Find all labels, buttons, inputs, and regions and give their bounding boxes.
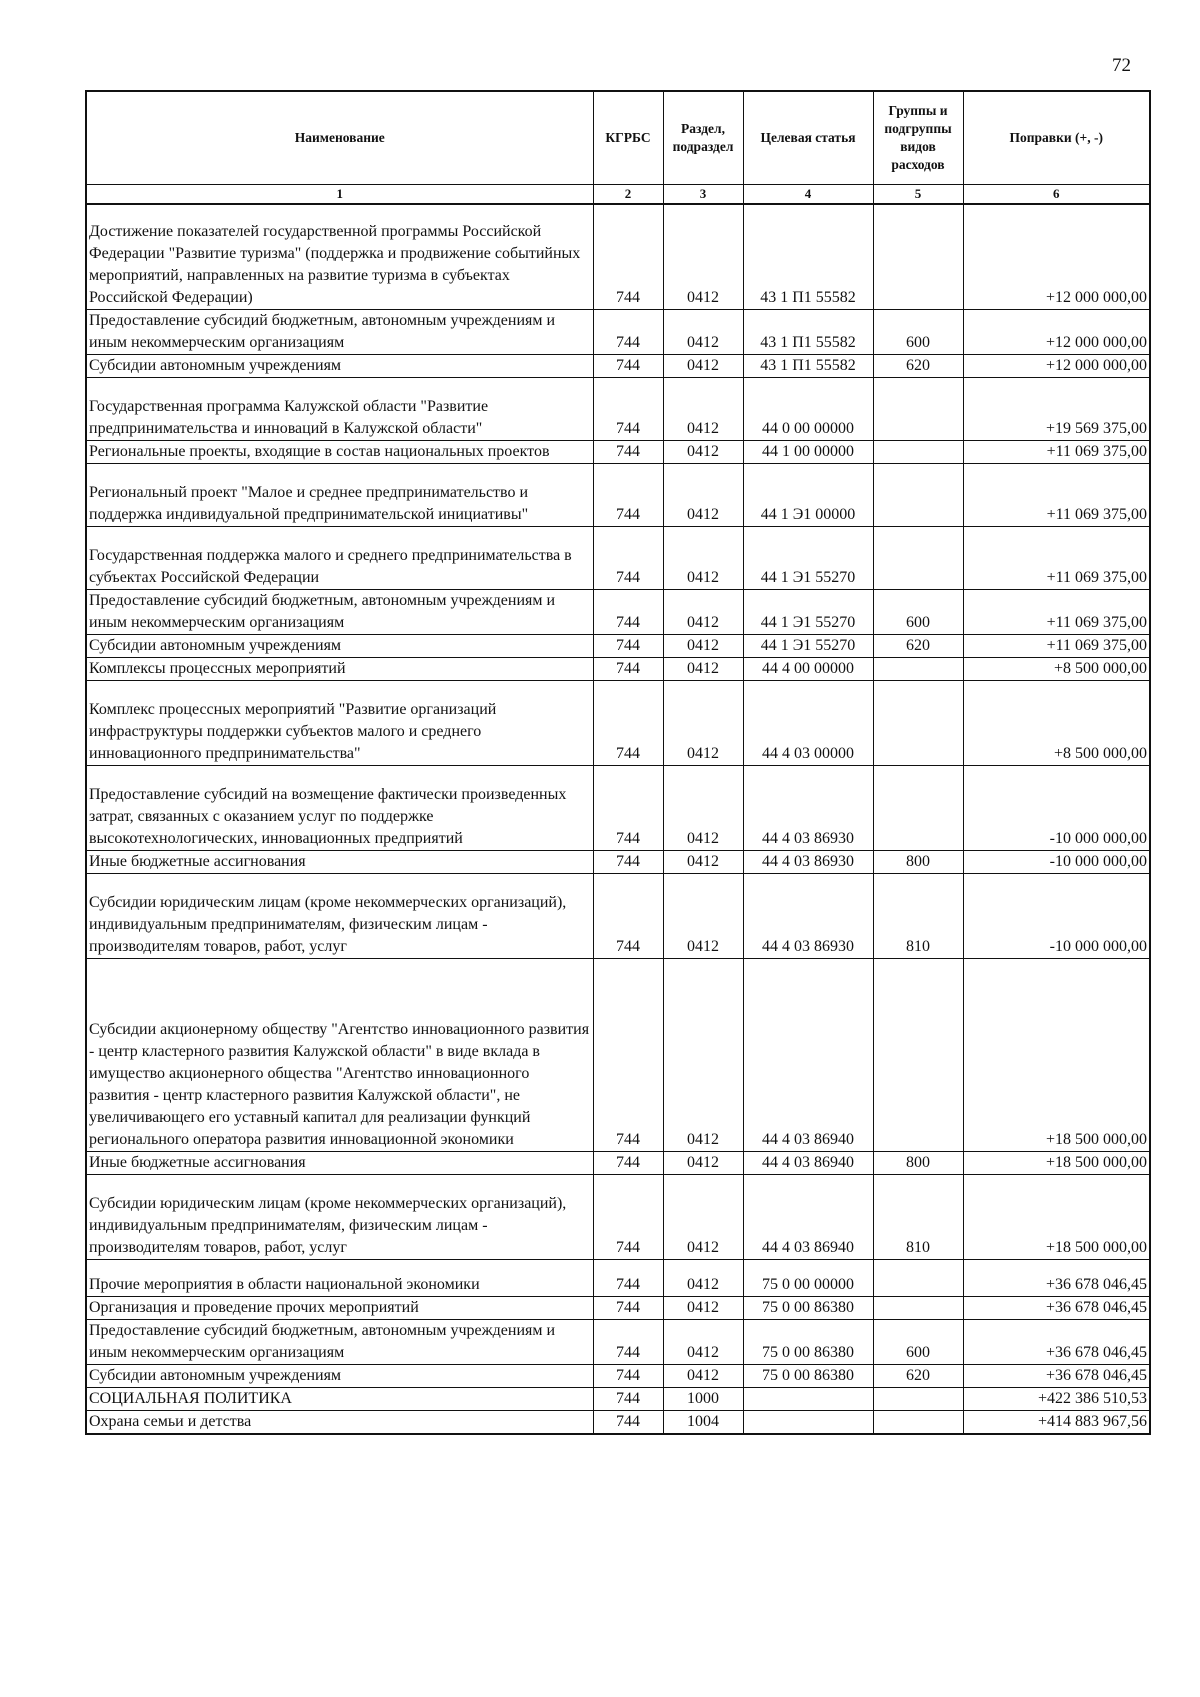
row-name: Иные бюджетные ассигнования: [86, 851, 593, 874]
row-name: Достижение показателей государственной программы Российской Федерации "Развитие туризма" (поддержка и продвижение событийных мероприятий, направленных на развитие туризма в субъектах Российской Федерации): [86, 204, 593, 310]
row-section: 0412: [663, 681, 743, 766]
table-row: [86, 355, 1150, 378]
row-target: 43 1 П1 55582: [743, 310, 873, 355]
row-group: [873, 1297, 963, 1320]
row-kgrbs: 744: [593, 1388, 663, 1411]
header-index: 6: [963, 185, 1150, 205]
row-name: Комплексы процессных мероприятий: [86, 658, 593, 681]
row-name: Субсидии юридическим лицам (кроме некоммерческих организаций), индивидуальным предпринимателям, физическим лицам - производителям товаров, работ, услуг: [86, 1175, 593, 1260]
table-row: [86, 766, 1150, 851]
row-group: [873, 204, 963, 310]
row-amount: +12 000 000,00: [963, 204, 1150, 310]
table-row: [86, 874, 1150, 959]
row-target: 44 4 03 86940: [743, 1175, 873, 1260]
row-section: 0412: [663, 1260, 743, 1297]
row-target: 44 0 00 00000: [743, 378, 873, 441]
row-kgrbs: 744: [593, 464, 663, 527]
row-kgrbs: 744: [593, 1260, 663, 1297]
row-kgrbs: 744: [593, 590, 663, 635]
header-kgrbs: КГРБС: [593, 91, 663, 185]
row-group: [873, 959, 963, 1152]
row-kgrbs: 744: [593, 441, 663, 464]
row-section: 0412: [663, 204, 743, 310]
row-section: 0412: [663, 464, 743, 527]
row-target: 44 4 03 86930: [743, 851, 873, 874]
row-target: 44 4 03 00000: [743, 681, 873, 766]
row-amount: +18 500 000,00: [963, 959, 1150, 1152]
row-kgrbs: 744: [593, 204, 663, 310]
row-kgrbs: 744: [593, 1175, 663, 1260]
row-kgrbs: 744: [593, 658, 663, 681]
row-kgrbs: 744: [593, 1297, 663, 1320]
row-kgrbs: 744: [593, 681, 663, 766]
row-name: Комплекс процессных мероприятий "Развитие организаций инфраструктуры поддержки субъектов малого и среднего инновационного предпринимательства": [86, 681, 593, 766]
table-row: [86, 527, 1150, 590]
row-section: 0412: [663, 441, 743, 464]
header-target: Целевая статья: [743, 91, 873, 185]
row-section: 1004: [663, 1411, 743, 1435]
row-kgrbs: 744: [593, 310, 663, 355]
row-kgrbs: 744: [593, 1411, 663, 1435]
header-section: Раздел, подраздел: [663, 91, 743, 185]
row-amount: -10 000 000,00: [963, 851, 1150, 874]
row-amount: +11 069 375,00: [963, 590, 1150, 635]
row-name: Предоставление субсидий на возмещение фактически произведенных затрат, связанных с оказанием услуг по поддержке высокотехнологических, инновационных предприятий: [86, 766, 593, 851]
row-target: 44 1 Э1 55270: [743, 527, 873, 590]
row-group: [873, 681, 963, 766]
row-group: 620: [873, 635, 963, 658]
row-group: [873, 658, 963, 681]
table-row: [86, 378, 1150, 441]
row-name: Предоставление субсидий бюджетным, автономным учреждениям и иным некоммерческим организациям: [86, 590, 593, 635]
table-row: [86, 441, 1150, 464]
row-section: 0412: [663, 851, 743, 874]
header-group: Группы и подгруппы видов расходов: [873, 91, 963, 185]
table-row: [86, 1388, 1150, 1411]
page-number: 72: [1112, 55, 1131, 76]
row-kgrbs: 744: [593, 874, 663, 959]
row-group: 800: [873, 851, 963, 874]
row-group: 600: [873, 590, 963, 635]
row-group: [873, 464, 963, 527]
table-row: [86, 658, 1150, 681]
row-name: Региональный проект "Малое и среднее предпринимательство и поддержка индивидуальной предпринимательской инициативы": [86, 464, 593, 527]
header-name: Наименование: [86, 91, 593, 185]
row-name: Государственная программа Калужской области "Развитие предпринимательства и инноваций в Калужской области": [86, 378, 593, 441]
row-amount: +12 000 000,00: [963, 355, 1150, 378]
row-group: [873, 527, 963, 590]
header-index-row: [86, 185, 1150, 205]
row-target: 44 4 03 86940: [743, 959, 873, 1152]
row-amount: +18 500 000,00: [963, 1175, 1150, 1260]
header-index: 1: [86, 185, 593, 205]
row-section: 0412: [663, 1320, 743, 1365]
table-row: [86, 1152, 1150, 1175]
row-section: 0412: [663, 766, 743, 851]
table-row: [86, 464, 1150, 527]
row-target: 44 4 03 86930: [743, 874, 873, 959]
row-target: [743, 1411, 873, 1435]
row-section: 0412: [663, 959, 743, 1152]
row-target: 43 1 П1 55582: [743, 204, 873, 310]
table-row: [86, 681, 1150, 766]
row-amount: +11 069 375,00: [963, 635, 1150, 658]
row-amount: +36 678 046,45: [963, 1297, 1150, 1320]
row-amount: +12 000 000,00: [963, 310, 1150, 355]
row-section: 1000: [663, 1388, 743, 1411]
row-kgrbs: 744: [593, 355, 663, 378]
header-index: 3: [663, 185, 743, 205]
row-group: 620: [873, 1365, 963, 1388]
table-row: [86, 310, 1150, 355]
row-kgrbs: 744: [593, 1320, 663, 1365]
table-row: [86, 635, 1150, 658]
table-row: [86, 1365, 1150, 1388]
row-amount: +36 678 046,45: [963, 1260, 1150, 1297]
row-target: 44 4 03 86930: [743, 766, 873, 851]
row-name: СОЦИАЛЬНАЯ ПОЛИТИКА: [86, 1388, 593, 1411]
row-name: Организация и проведение прочих мероприятий: [86, 1297, 593, 1320]
row-group: 600: [873, 1320, 963, 1365]
table-row: [86, 1260, 1150, 1297]
row-kgrbs: 744: [593, 959, 663, 1152]
row-name: Прочие мероприятия в области национальной экономики: [86, 1260, 593, 1297]
row-group: [873, 1260, 963, 1297]
row-target: 44 1 00 00000: [743, 441, 873, 464]
row-amount: +8 500 000,00: [963, 658, 1150, 681]
row-name: Субсидии акционерному обществу "Агентство инновационного развития - центр кластерного развития Калужской области" в виде вклада в имущество акционерного общества "Агентство инновационного развития - центр кластерного развития Калужской области", не увеличивающего его уставный капитал для реализации функций регионального оператора развития инновационной экономики: [86, 959, 593, 1152]
row-name: Субсидии автономным учреждениям: [86, 1365, 593, 1388]
header-index: 5: [873, 185, 963, 205]
row-target: [743, 1388, 873, 1411]
row-kgrbs: 744: [593, 1365, 663, 1388]
header-row: [86, 91, 1150, 185]
budget-table: [85, 90, 1151, 1435]
row-kgrbs: 744: [593, 378, 663, 441]
row-target: 44 1 Э1 55270: [743, 635, 873, 658]
row-amount: +18 500 000,00: [963, 1152, 1150, 1175]
row-group: 800: [873, 1152, 963, 1175]
row-amount: +422 386 510,53: [963, 1388, 1150, 1411]
row-section: 0412: [663, 310, 743, 355]
row-group: 810: [873, 1175, 963, 1260]
table-row: [86, 959, 1150, 1152]
row-section: 0412: [663, 1365, 743, 1388]
row-target: 43 1 П1 55582: [743, 355, 873, 378]
row-name: Субсидии автономным учреждениям: [86, 635, 593, 658]
row-kgrbs: 744: [593, 851, 663, 874]
table-row: [86, 204, 1150, 310]
row-group: 810: [873, 874, 963, 959]
header-amount: Поправки (+, -): [963, 91, 1150, 185]
table-row: [86, 1175, 1150, 1260]
row-target: 75 0 00 86380: [743, 1365, 873, 1388]
row-amount: -10 000 000,00: [963, 874, 1150, 959]
row-kgrbs: 744: [593, 766, 663, 851]
row-group: [873, 378, 963, 441]
table-row: [86, 590, 1150, 635]
row-section: 0412: [663, 590, 743, 635]
row-name: Предоставление субсидий бюджетным, автономным учреждениям и иным некоммерческим организациям: [86, 310, 593, 355]
row-name: Государственная поддержка малого и среднего предпринимательства в субъектах Российской Федерации: [86, 527, 593, 590]
row-kgrbs: 744: [593, 635, 663, 658]
row-section: 0412: [663, 355, 743, 378]
row-target: 75 0 00 00000: [743, 1260, 873, 1297]
row-target: 44 4 03 86940: [743, 1152, 873, 1175]
row-section: 0412: [663, 1152, 743, 1175]
row-name: Региональные проекты, входящие в состав национальных проектов: [86, 441, 593, 464]
row-amount: -10 000 000,00: [963, 766, 1150, 851]
row-kgrbs: 744: [593, 527, 663, 590]
row-group: [873, 1388, 963, 1411]
row-group: 600: [873, 310, 963, 355]
row-group: [873, 441, 963, 464]
row-kgrbs: 744: [593, 1152, 663, 1175]
row-target: 75 0 00 86380: [743, 1320, 873, 1365]
row-section: 0412: [663, 527, 743, 590]
row-amount: +11 069 375,00: [963, 441, 1150, 464]
row-amount: +36 678 046,45: [963, 1320, 1150, 1365]
row-section: 0412: [663, 1297, 743, 1320]
row-section: 0412: [663, 874, 743, 959]
row-target: 44 1 Э1 55270: [743, 590, 873, 635]
row-name: Иные бюджетные ассигнования: [86, 1152, 593, 1175]
row-target: 44 1 Э1 00000: [743, 464, 873, 527]
table-row: [86, 1411, 1150, 1435]
row-group: 620: [873, 355, 963, 378]
row-group: [873, 766, 963, 851]
row-section: 0412: [663, 658, 743, 681]
table-row: [86, 1297, 1150, 1320]
table-row: [86, 851, 1150, 874]
row-amount: +11 069 375,00: [963, 527, 1150, 590]
row-section: 0412: [663, 635, 743, 658]
row-section: 0412: [663, 1175, 743, 1260]
row-target: 75 0 00 86380: [743, 1297, 873, 1320]
row-target: 44 4 00 00000: [743, 658, 873, 681]
row-section: 0412: [663, 378, 743, 441]
row-amount: +19 569 375,00: [963, 378, 1150, 441]
row-amount: +414 883 967,56: [963, 1411, 1150, 1435]
row-amount: +36 678 046,45: [963, 1365, 1150, 1388]
row-group: [873, 1411, 963, 1435]
header-index: 2: [593, 185, 663, 205]
header-index: 4: [743, 185, 873, 205]
row-name: Охрана семьи и детства: [86, 1411, 593, 1435]
row-name: Предоставление субсидий бюджетным, автономным учреждениям и иным некоммерческим организациям: [86, 1320, 593, 1365]
row-name: Субсидии юридическим лицам (кроме некоммерческих организаций), индивидуальным предпринимателям, физическим лицам - производителям товаров, работ, услуг: [86, 874, 593, 959]
row-amount: +8 500 000,00: [963, 681, 1150, 766]
row-amount: +11 069 375,00: [963, 464, 1150, 527]
table-row: [86, 1320, 1150, 1365]
row-name: Субсидии автономным учреждениям: [86, 355, 593, 378]
